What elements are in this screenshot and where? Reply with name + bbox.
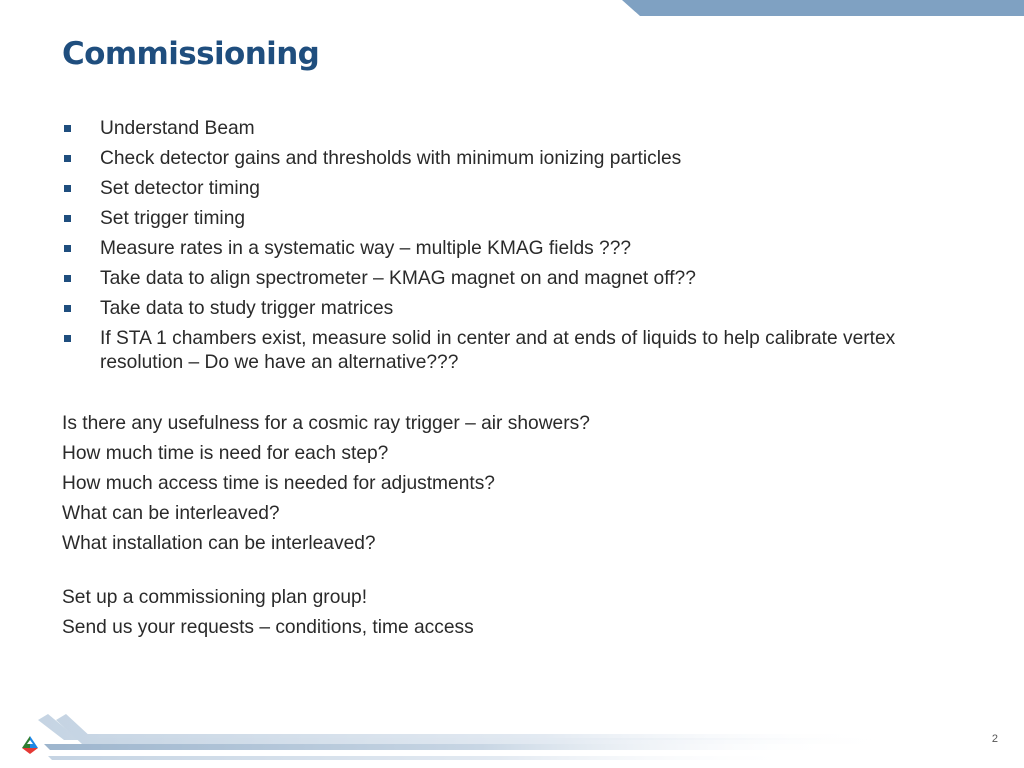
list-item-text: Measure rates in a systematic way – multiple KMAG fields ??? bbox=[100, 238, 632, 259]
bullet-square-icon bbox=[64, 305, 71, 312]
questions-block bbox=[62, 412, 972, 556]
list-item bbox=[62, 297, 972, 321]
bullet-list bbox=[62, 117, 972, 375]
bullet-square-icon bbox=[64, 215, 71, 222]
bullet-square-icon bbox=[64, 125, 71, 132]
list-item-text: Check detector gains and thresholds with minimum ionizing particles bbox=[100, 148, 682, 169]
list-item bbox=[62, 147, 972, 171]
argonne-triangle-logo-icon bbox=[22, 736, 38, 754]
question-line: How much access time is needed for adjustments? bbox=[62, 473, 495, 494]
slide-body bbox=[62, 117, 972, 646]
bottom-swoosh-bar bbox=[0, 710, 1024, 768]
bullet-square-icon bbox=[64, 155, 71, 162]
list-item-text: Set trigger timing bbox=[100, 208, 246, 229]
list-item bbox=[62, 177, 972, 201]
question-line: What can be interleaved? bbox=[62, 503, 280, 524]
slide-title: Commissioning bbox=[62, 36, 320, 72]
page-number: 2 bbox=[991, 733, 998, 745]
question-line: Is there any usefulness for a cosmic ray trigger – air showers? bbox=[62, 413, 590, 434]
list-item bbox=[62, 117, 972, 141]
question-line: How much time is need for each step? bbox=[62, 443, 389, 464]
list-item bbox=[62, 237, 972, 261]
list-item bbox=[62, 327, 972, 375]
list-item-text: Take data to study trigger matrices bbox=[100, 298, 394, 319]
bullet-square-icon bbox=[64, 245, 71, 252]
bullet-square-icon bbox=[64, 185, 71, 192]
bullet-square-icon bbox=[64, 335, 71, 342]
list-item-text: Set detector timing bbox=[100, 178, 260, 199]
list-item bbox=[62, 267, 972, 291]
closing-line: Send us your requests – conditions, time access bbox=[62, 617, 474, 638]
closing-line: Set up a commissioning plan group! bbox=[62, 587, 368, 608]
closing-block bbox=[62, 586, 972, 640]
list-item-text: Take data to align spectrometer – KMAG magnet on and magnet off?? bbox=[100, 268, 696, 289]
list-item bbox=[62, 207, 972, 231]
bullet-square-icon bbox=[64, 275, 71, 282]
question-line: What installation can be interleaved? bbox=[62, 533, 376, 554]
list-item-text: Understand Beam bbox=[100, 118, 255, 139]
top-accent-bar bbox=[0, 0, 1024, 18]
list-item-text: If STA 1 chambers exist, measure solid in center and at ends of liquids to help calibrate vertex resolution – Do we have an alternative??? bbox=[100, 328, 896, 373]
